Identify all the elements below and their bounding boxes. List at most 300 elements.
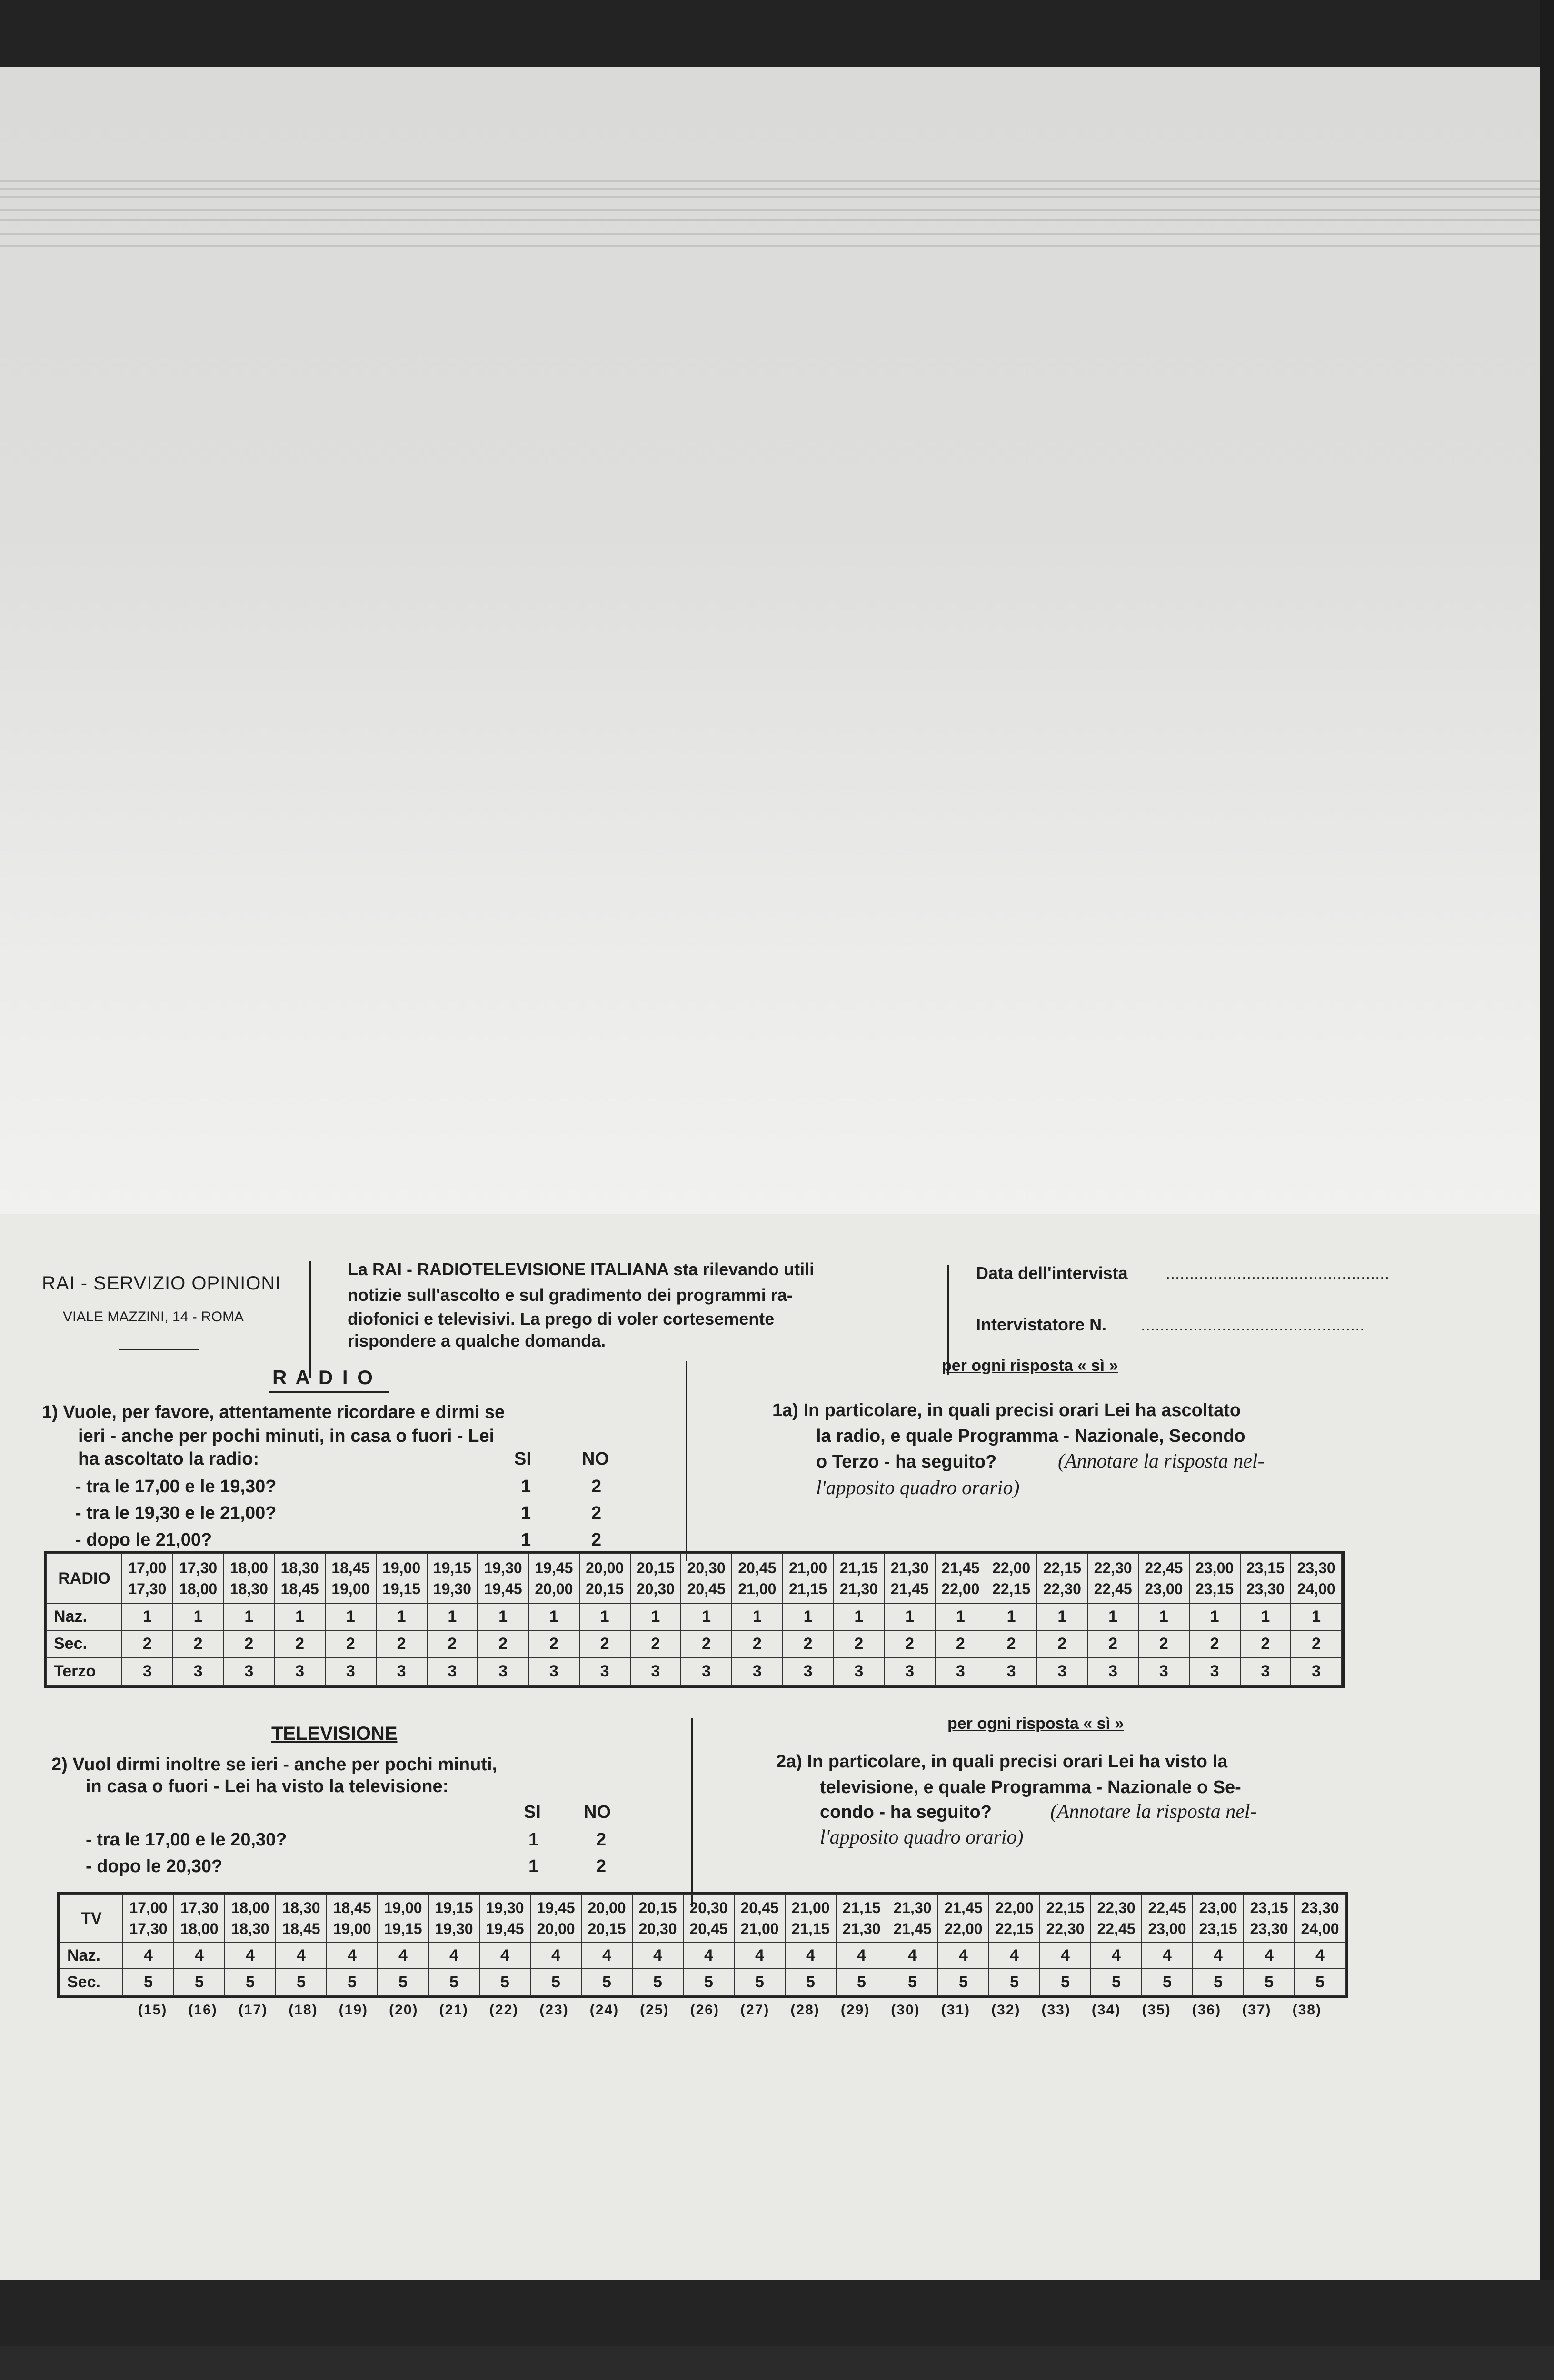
slot-start: 21,30: [890, 1559, 929, 1577]
programme-code-cell[interactable]: 4: [378, 1942, 428, 1969]
programme-code-cell[interactable]: 2: [224, 1630, 275, 1657]
tv-time-slot: [1091, 1894, 1142, 1942]
tv-option-no[interactable]: 2: [596, 1856, 607, 1876]
slot-start: 19,30: [486, 1899, 524, 1916]
slot-end: 22,00: [944, 1920, 983, 1937]
programme-code-cell[interactable]: 2: [834, 1630, 885, 1657]
slot-start: 20,00: [586, 1559, 624, 1577]
page-edge-line: [0, 219, 1540, 221]
programme-code-cell[interactable]: 4: [1244, 1942, 1295, 1969]
programme-code-cell[interactable]: 1: [884, 1603, 935, 1630]
tv-time-slot: [276, 1894, 327, 1942]
programme-code-cell[interactable]: 3: [528, 1658, 579, 1685]
column-code: (38): [1292, 2002, 1322, 2018]
tv-table-row: [60, 1942, 1345, 1969]
tv-time-slot: [938, 1894, 989, 1942]
page-edge-line: [0, 233, 1540, 235]
slot-end: 21,30: [839, 1580, 878, 1597]
programme-code-cell[interactable]: 2: [1240, 1630, 1291, 1657]
slot-end: 20,45: [689, 1920, 728, 1937]
programme-code-cell[interactable]: 3: [1138, 1658, 1189, 1685]
programme-code-cell[interactable]: 2: [681, 1630, 732, 1657]
programme-code-cell[interactable]: 3: [579, 1658, 630, 1685]
radio-time-slot: [224, 1554, 275, 1603]
programme-code-cell[interactable]: 1: [478, 1603, 528, 1630]
programme-code-cell[interactable]: 2: [274, 1630, 325, 1657]
column-code: (17): [238, 2002, 268, 2018]
slot-end: 24,00: [1297, 1580, 1335, 1597]
programme-code-cell[interactable]: 4: [479, 1942, 530, 1969]
slot-start: 19,15: [435, 1899, 473, 1916]
radio-time-slot: [325, 1554, 376, 1603]
programme-code-cell[interactable]: 2: [579, 1630, 630, 1657]
slot-end: 20,30: [638, 1920, 677, 1937]
radio-option-no[interactable]: 2: [591, 1477, 602, 1497]
slot-end: 23,00: [1145, 1580, 1183, 1597]
programme-label: Naz.: [60, 1942, 123, 1969]
radio-option-yes[interactable]: 1: [521, 1477, 531, 1497]
radio-time-slot: [528, 1554, 579, 1603]
programme-code-cell[interactable]: 4: [1040, 1942, 1091, 1969]
page-edge-line: [0, 245, 1540, 247]
programme-code-cell[interactable]: 5: [1040, 1969, 1091, 1995]
programme-code-cell[interactable]: 1: [783, 1603, 834, 1630]
programme-code-cell[interactable]: 3: [173, 1658, 224, 1685]
slot-start: 18,30: [280, 1559, 319, 1577]
column-code: (21): [439, 2002, 468, 2018]
programme-code-cell[interactable]: 2: [528, 1630, 579, 1657]
programme-code-cell[interactable]: 2: [732, 1630, 783, 1657]
programme-code-cell[interactable]: 2: [173, 1630, 224, 1657]
radio-time-slot: [173, 1554, 224, 1603]
programme-code-cell[interactable]: 5: [785, 1969, 836, 1995]
tv-time-slot: [581, 1894, 632, 1942]
programme-code-cell[interactable]: 4: [836, 1942, 887, 1969]
slot-end: 23,15: [1195, 1580, 1234, 1597]
radio-time-slot: [376, 1554, 427, 1603]
radio-time-slot: [1291, 1554, 1342, 1603]
radio-option-yes[interactable]: 1: [521, 1530, 531, 1550]
programme-code-cell[interactable]: 5: [836, 1969, 887, 1995]
slot-end: 21,30: [842, 1920, 881, 1937]
programme-code-cell[interactable]: 3: [274, 1658, 325, 1685]
programme-code-cell[interactable]: 1: [376, 1603, 427, 1630]
programme-code-cell[interactable]: 5: [276, 1969, 327, 1995]
programme-code-cell[interactable]: 2: [884, 1630, 935, 1657]
programme-code-cell[interactable]: 5: [1295, 1969, 1345, 1995]
programme-label: Terzo: [47, 1658, 122, 1685]
programme-code-cell[interactable]: 3: [1037, 1658, 1088, 1685]
column-code: (36): [1192, 2002, 1222, 2018]
programme-code-cell[interactable]: 5: [378, 1969, 428, 1995]
programme-code-cell[interactable]: 4: [225, 1942, 276, 1969]
programme-code-cell[interactable]: 1: [173, 1603, 224, 1630]
radio-option-label: - tra le 19,30 e le 21,00?: [75, 1503, 277, 1523]
slot-end: 19,00: [331, 1580, 370, 1597]
programme-code-cell[interactable]: 3: [325, 1658, 376, 1685]
radio-time-slot: [122, 1554, 173, 1603]
slot-end: 22,45: [1094, 1580, 1132, 1597]
programme-code-cell[interactable]: 5: [989, 1969, 1040, 1995]
dark-background-bottom: [0, 2280, 1554, 2346]
programme-code-cell[interactable]: 3: [630, 1658, 681, 1685]
slot-end: 19,30: [435, 1920, 473, 1937]
slot-start: 23,00: [1199, 1899, 1237, 1916]
programme-code-cell[interactable]: 4: [1091, 1942, 1142, 1969]
radio-timetable: [44, 1551, 1345, 1688]
programme-code-cell[interactable]: 5: [581, 1969, 632, 1995]
programme-code-cell[interactable]: 1: [224, 1603, 275, 1630]
programme-code-cell[interactable]: 1: [325, 1603, 376, 1630]
programme-label: Sec.: [47, 1630, 122, 1657]
programme-code-cell[interactable]: 2: [935, 1630, 986, 1657]
slot-start: 23,30: [1301, 1899, 1339, 1916]
radio-table-row: [47, 1658, 1342, 1685]
column-code: (34): [1091, 2002, 1121, 2018]
slot-end: 21,45: [890, 1580, 929, 1597]
slot-start: 23,15: [1246, 1559, 1285, 1577]
programme-code-cell[interactable]: 1: [1291, 1603, 1342, 1630]
slot-end: 18,45: [280, 1580, 319, 1597]
programme-code-cell[interactable]: 3: [427, 1658, 478, 1685]
slot-end: 23,30: [1250, 1920, 1288, 1937]
programme-code-cell[interactable]: 4: [327, 1942, 378, 1969]
programme-code-cell[interactable]: 3: [986, 1658, 1037, 1685]
programme-code-cell[interactable]: 4: [1295, 1942, 1345, 1969]
slot-start: 21,00: [789, 1559, 827, 1577]
column-code: (23): [539, 2002, 569, 2018]
programme-code-cell[interactable]: 4: [1193, 1942, 1244, 1969]
programme-code-cell[interactable]: 4: [1142, 1942, 1193, 1969]
tv-time-slot: [225, 1894, 276, 1942]
slot-end: 18,00: [179, 1580, 218, 1597]
programme-code-cell[interactable]: 4: [530, 1942, 581, 1969]
programme-code-cell[interactable]: 4: [785, 1942, 836, 1969]
column-code: (35): [1142, 2002, 1171, 2018]
slot-end: 22,30: [1043, 1580, 1081, 1597]
programme-code-cell[interactable]: 5: [1091, 1969, 1142, 1995]
tv-time-slot: [123, 1894, 174, 1942]
programme-code-cell[interactable]: 4: [683, 1942, 734, 1969]
slot-end: 20,30: [636, 1580, 675, 1597]
tv-time-slot: [785, 1894, 836, 1942]
tv-time-slot: [1040, 1894, 1091, 1942]
column-codes: [138, 2002, 1343, 2021]
blank-page: [0, 67, 1540, 1214]
tv-time-slot: [734, 1894, 785, 1942]
programme-code-cell[interactable]: 4: [123, 1942, 174, 1969]
slot-start: 20,45: [740, 1899, 779, 1916]
programme-code-cell[interactable]: 5: [123, 1969, 174, 1995]
programme-code-cell[interactable]: 4: [632, 1942, 683, 1969]
page-edge-line: [0, 196, 1540, 198]
tv-time-slot: [428, 1894, 479, 1942]
slot-end: 18,30: [229, 1580, 268, 1597]
slot-start: 22,00: [992, 1559, 1031, 1577]
radio-time-slot: [732, 1554, 783, 1603]
programme-code-cell[interactable]: 3: [884, 1658, 935, 1685]
slot-end: 21,00: [738, 1580, 777, 1597]
programme-code-cell[interactable]: 2: [1138, 1630, 1189, 1657]
slot-start: 20,15: [636, 1559, 675, 1577]
slot-start: 20,45: [738, 1559, 777, 1577]
slot-end: 24,00: [1301, 1920, 1339, 1937]
page-edge-line: [0, 209, 1540, 211]
programme-code-cell[interactable]: 1: [681, 1603, 732, 1630]
programme-code-cell[interactable]: 1: [1037, 1603, 1088, 1630]
programme-code-cell[interactable]: 2: [122, 1630, 173, 1657]
tv-table-row: [60, 1969, 1345, 1995]
slot-end: 22,45: [1097, 1920, 1136, 1937]
tv-timetable: [57, 1892, 1348, 1998]
programme-code-cell[interactable]: 3: [1087, 1658, 1138, 1685]
radio-time-slot: [630, 1554, 681, 1603]
slot-end: 22,00: [941, 1580, 980, 1597]
org-address: VIALE MAZZINI, 14 - ROMA: [63, 1309, 244, 1325]
tv-time-slot: [1142, 1894, 1193, 1942]
radio-option-no[interactable]: 2: [591, 1503, 602, 1523]
slot-end: 17,30: [129, 1920, 168, 1937]
programme-code-cell[interactable]: 1: [427, 1603, 478, 1630]
radio-option-no[interactable]: 2: [591, 1530, 602, 1550]
programme-code-cell[interactable]: 4: [734, 1942, 785, 1969]
slot-start: 22,45: [1148, 1899, 1186, 1916]
tv-table-header: TV: [60, 1894, 123, 1942]
tv-time-slot: [989, 1894, 1040, 1942]
programme-code-cell[interactable]: 1: [834, 1603, 885, 1630]
programme-code-cell[interactable]: 1: [630, 1603, 681, 1630]
programme-code-cell[interactable]: 2: [427, 1630, 478, 1657]
slot-end: 20,15: [586, 1580, 624, 1597]
programme-code-cell[interactable]: 3: [681, 1658, 732, 1685]
programme-code-cell[interactable]: 1: [1240, 1603, 1291, 1630]
slot-end: 19,45: [486, 1920, 524, 1937]
programme-code-cell[interactable]: 5: [479, 1969, 530, 1995]
slot-end: 18,00: [180, 1920, 219, 1937]
programme-code-cell[interactable]: 2: [325, 1630, 376, 1657]
programme-code-cell[interactable]: 1: [1138, 1603, 1189, 1630]
slot-end: 20,00: [535, 1580, 573, 1597]
programme-code-cell[interactable]: 3: [935, 1658, 986, 1685]
column-code: (15): [138, 2002, 168, 2018]
slot-start: 19,00: [384, 1899, 422, 1916]
slot-start: 21,00: [791, 1899, 830, 1916]
programme-code-cell[interactable]: 1: [528, 1603, 579, 1630]
slot-start: 17,00: [128, 1559, 167, 1577]
tv-time-slot: [836, 1894, 887, 1942]
programme-code-cell[interactable]: 1: [274, 1603, 325, 1630]
programme-label: Sec.: [60, 1969, 123, 1995]
slot-start: 22,15: [1043, 1559, 1081, 1577]
slot-start: 18,45: [333, 1899, 371, 1916]
radio-time-slot: [986, 1554, 1037, 1603]
slot-start: 17,30: [179, 1559, 218, 1577]
interviewer-label: Intervistatore N.: [976, 1315, 1107, 1334]
divider: [691, 1718, 693, 1907]
programme-code-cell[interactable]: 2: [1291, 1630, 1342, 1657]
column-code: (18): [289, 2002, 318, 2018]
programme-code-cell[interactable]: 3: [1291, 1658, 1342, 1685]
programme-code-cell[interactable]: 1: [986, 1603, 1037, 1630]
programme-code-cell[interactable]: 5: [632, 1969, 683, 1995]
programme-code-cell[interactable]: 1: [935, 1603, 986, 1630]
programme-code-cell[interactable]: 3: [1240, 1658, 1291, 1685]
programme-code-cell[interactable]: 3: [122, 1658, 173, 1685]
column-code: (25): [640, 2002, 669, 2018]
programme-code-cell[interactable]: 5: [530, 1969, 581, 1995]
slot-start: 19,30: [484, 1559, 522, 1577]
radio-option-yes[interactable]: 1: [521, 1503, 531, 1523]
tv-option-yes[interactable]: 1: [528, 1830, 539, 1850]
slot-end: 19,15: [384, 1920, 422, 1937]
column-code: (30): [891, 2002, 920, 2018]
slot-end: 18,30: [231, 1920, 269, 1937]
tv-option-yes[interactable]: 1: [528, 1856, 539, 1876]
slot-start: 21,15: [839, 1559, 878, 1577]
slot-start: 22,00: [995, 1899, 1034, 1916]
divider: [309, 1261, 311, 1378]
divider: [119, 1349, 199, 1350]
programme-code-cell[interactable]: 2: [630, 1630, 681, 1657]
radio-option-label: - tra le 17,00 e le 19,30?: [75, 1477, 277, 1497]
slot-start: 19,45: [535, 1559, 573, 1577]
radio-time-slot: [935, 1554, 986, 1603]
programme-code-cell[interactable]: 1: [579, 1603, 630, 1630]
column-code: (29): [840, 2002, 870, 2018]
programme-code-cell[interactable]: 5: [683, 1969, 734, 1995]
programme-code-cell[interactable]: 1: [1189, 1603, 1240, 1630]
slot-end: 19,45: [484, 1580, 522, 1597]
slot-start: 20,15: [638, 1899, 677, 1916]
no-label: NO: [584, 1802, 611, 1822]
radio-time-slot: [579, 1554, 630, 1603]
dark-background: [0, 0, 1554, 71]
slot-start: 23,00: [1195, 1559, 1234, 1577]
org-title: RAI - SERVIZIO OPINIONI: [42, 1273, 281, 1294]
column-code: (22): [489, 2002, 519, 2018]
slot-end: 23,00: [1148, 1920, 1186, 1937]
programme-code-cell[interactable]: 2: [986, 1630, 1037, 1657]
programme-code-cell[interactable]: 3: [834, 1658, 885, 1685]
radio-table-row: [47, 1630, 1342, 1657]
slot-start: 21,15: [842, 1899, 881, 1916]
programme-code-cell[interactable]: 3: [376, 1658, 427, 1685]
slot-start: 20,30: [687, 1559, 726, 1577]
radio-table-header: RADIO: [47, 1554, 122, 1603]
slot-end: 22,15: [992, 1580, 1031, 1597]
programme-code-cell[interactable]: 5: [1142, 1969, 1193, 1995]
column-code: (24): [589, 2002, 619, 2018]
programme-code-cell[interactable]: 4: [887, 1942, 938, 1969]
programme-code-cell[interactable]: 1: [1087, 1603, 1138, 1630]
radio-time-slot: [1138, 1554, 1189, 1603]
programme-code-cell[interactable]: 4: [276, 1942, 327, 1969]
programme-code-cell[interactable]: 5: [887, 1969, 938, 1995]
slot-end: 20,45: [687, 1580, 726, 1597]
programme-label: Naz.: [47, 1603, 122, 1630]
programme-code-cell[interactable]: 2: [1037, 1630, 1088, 1657]
slot-start: 17,00: [129, 1899, 168, 1916]
programme-code-cell[interactable]: 2: [376, 1630, 427, 1657]
tv-time-slot: [378, 1894, 428, 1942]
programme-code-cell[interactable]: 5: [938, 1969, 989, 1995]
underline: [269, 1391, 388, 1393]
radio-followup-title: per ogni risposta « sì »: [942, 1357, 1118, 1375]
questionnaire-form: RAI - SERVIZIO OPINIONI VIALE MAZZINI, 14 - ROMA La RAI - RADIOTELEVISIONE ITALIANA sta rilevando utili notizie sull'ascolto e sul gradimento dei programmi ra- diofonici e televisivi. La prego di voler cortesemente rispondere a qualche domanda. Data dell'intervista ............................................... Intervistatore N. ............................................... R A D I O per ogni risposta « sì » 1) Vuole, per favore, attentamente ricordare e dirmi se ieri - anche per pochi minuti, in casa o fuori - Lei ha ascoltato la radio: SI NO - tra le 17,00 e le 19,30? 1 2 - tra le 19,30 e le 21,00? 1 2 - dopo le 21,00? 1 2 1a) In particolare, in quali precisi orari Lei ha ascoltato la radio, e quale Programma - Nazionale, Secondo o Terzo - ha seguito? (Annotare la risposta nel- l'apposito quadro orario) RADIO 17,00 17,30 17,30 18,00 18,00 18,30 18,30 18,45 18,45 19,00 19,00 19,15 19,15 19,30 19,30 19,45 19,45 20,00 20,00 20,15 20,15 20,30 20,30 20,45 20,45 21,00 21,00 21,15 21,15 21,30 21,30 21,45 21,45 22,00 22,00 22,15 22,15 22,30 22,30 22,45 22,45 23,00 23,00 23,15 23,15 23,30 23,30 24,00 Naz. 1 1 1 1 1 1 1 1 1 1 1 1 1 1 1 1 1 1 1 1 1 1 1 1 Sec. 2 2 2 2 2 2 2 2 2 2 2 2 2 2 2 2 2 2 2 2 2 2 2 2 Terzo 3 3 3 3 3 3 3 3 3 3 3 3 3 3 3 3 3 3 3 3 3 3 3 3 TELEVISIONE per ogni risposta « sì » 2) Vuol dirmi inoltre se ieri - anche per pochi minuti, in casa o fuori - Lei ha visto la televisione: SI NO - tra le 17,00 e le 20,30? 1 2 - dopo le 20,30? 1 2 2a) In particolare, in quali precisi orari Lei ha visto la televisione, e quale Programma - Nazionale o Se- condo - ha seguito? (Annotare la risposta nel- l'apposito quadro orario) TV 17,00 17,30 17,30 18,00 18,00 18,30 18,30 18,45 18,45 19,00 19,00 19,15 19,15 19,30 19,30 19,45 19,45 20,00 20,00 20,15 20,15 20,30 20,30 20,45 20,45 21,00 21,00 21,15 21,15 21,30 21,30 21,45 21,45 22,00 22,00 22,15 22,15 22,30 22,30 22,45 22,45 23,00 23,00 23,15 23,15 23,30 23,30 24,00 Naz. 4 4 4 4 4 4 4 4 4 4 4 4 4 4 4 4 4 4 4 4 4 4 4 4 Sec. 5 5 5 5 5 5 5 5 5 5 5 5 5 5 5 5 5 5 5 5 5 5 5 5 (15) (16) (17) (18) (19) (20) (21) (22) (23) (24) (25) (26) (27) (28) (29) (30) (31) (32) (33) (34) (35) (36) (37) (38): [0, 1214, 1540, 2280]
programme-code-cell[interactable]: 4: [938, 1942, 989, 1969]
interviewer-field[interactable]: ...............................................: [1141, 1315, 1365, 1334]
programme-code-cell[interactable]: 3: [783, 1658, 834, 1685]
slot-end: 19,15: [382, 1580, 421, 1597]
programme-code-cell[interactable]: 5: [1244, 1969, 1295, 1995]
column-code: (19): [339, 2002, 369, 2018]
programme-code-cell[interactable]: 5: [1193, 1969, 1244, 1995]
programme-code-cell[interactable]: 4: [989, 1942, 1040, 1969]
programme-code-cell[interactable]: 3: [224, 1658, 275, 1685]
programme-code-cell[interactable]: 3: [478, 1658, 528, 1685]
slot-start: 18,45: [331, 1559, 370, 1577]
radio-time-slot: [1037, 1554, 1088, 1603]
tv-option-label: - dopo le 20,30?: [86, 1856, 223, 1876]
programme-code-cell[interactable]: 4: [581, 1942, 632, 1969]
programme-code-cell[interactable]: 5: [428, 1969, 479, 1995]
programme-code-cell[interactable]: 5: [174, 1969, 225, 1995]
radio-time-slot: [681, 1554, 732, 1603]
slot-end: 17,30: [128, 1580, 167, 1597]
programme-code-cell[interactable]: 2: [783, 1630, 834, 1657]
programme-code-cell[interactable]: 5: [327, 1969, 378, 1995]
programme-code-cell[interactable]: 2: [1189, 1630, 1240, 1657]
slot-end: 20,00: [537, 1920, 575, 1937]
slot-start: 21,30: [893, 1899, 932, 1916]
date-field[interactable]: ...............................................: [1166, 1263, 1390, 1283]
programme-code-cell[interactable]: 3: [1189, 1658, 1240, 1685]
slot-start: 23,15: [1250, 1899, 1288, 1916]
slot-start: 19,00: [382, 1559, 421, 1577]
programme-code-cell[interactable]: 3: [732, 1658, 783, 1685]
radio-time-slot: [274, 1554, 325, 1603]
column-code: (31): [941, 2002, 971, 2018]
slot-end: 22,15: [995, 1920, 1034, 1937]
programme-code-cell[interactable]: 1: [732, 1603, 783, 1630]
programme-code-cell[interactable]: 1: [122, 1603, 173, 1630]
column-code: (28): [790, 2002, 820, 2018]
programme-code-cell[interactable]: 4: [174, 1942, 225, 1969]
tv-time-slot: [530, 1894, 581, 1942]
slot-end: 21,15: [791, 1920, 830, 1937]
programme-code-cell[interactable]: 2: [478, 1630, 528, 1657]
radio-time-slot: [1240, 1554, 1291, 1603]
slot-end: 22,30: [1046, 1920, 1085, 1937]
tv-option-no[interactable]: 2: [596, 1830, 607, 1850]
programme-code-cell[interactable]: 5: [734, 1969, 785, 1995]
slot-start: 18,00: [229, 1559, 268, 1577]
slot-end: 23,30: [1246, 1580, 1285, 1597]
slot-start: 22,45: [1145, 1559, 1183, 1577]
programme-code-cell[interactable]: 5: [225, 1969, 276, 1995]
programme-code-cell[interactable]: 2: [1087, 1630, 1138, 1657]
no-label: NO: [582, 1449, 609, 1469]
yes-label: SI: [514, 1449, 531, 1469]
programme-code-cell[interactable]: 4: [428, 1942, 479, 1969]
dark-background-right: [1540, 0, 1554, 2346]
tv-followup-title: per ogni risposta « sì »: [947, 1715, 1124, 1733]
radio-time-slot: [1087, 1554, 1138, 1603]
column-code: (26): [690, 2002, 719, 2018]
tv-time-slot: [479, 1894, 530, 1942]
radio-time-slot: [1189, 1554, 1240, 1603]
slot-end: 20,15: [588, 1920, 626, 1937]
